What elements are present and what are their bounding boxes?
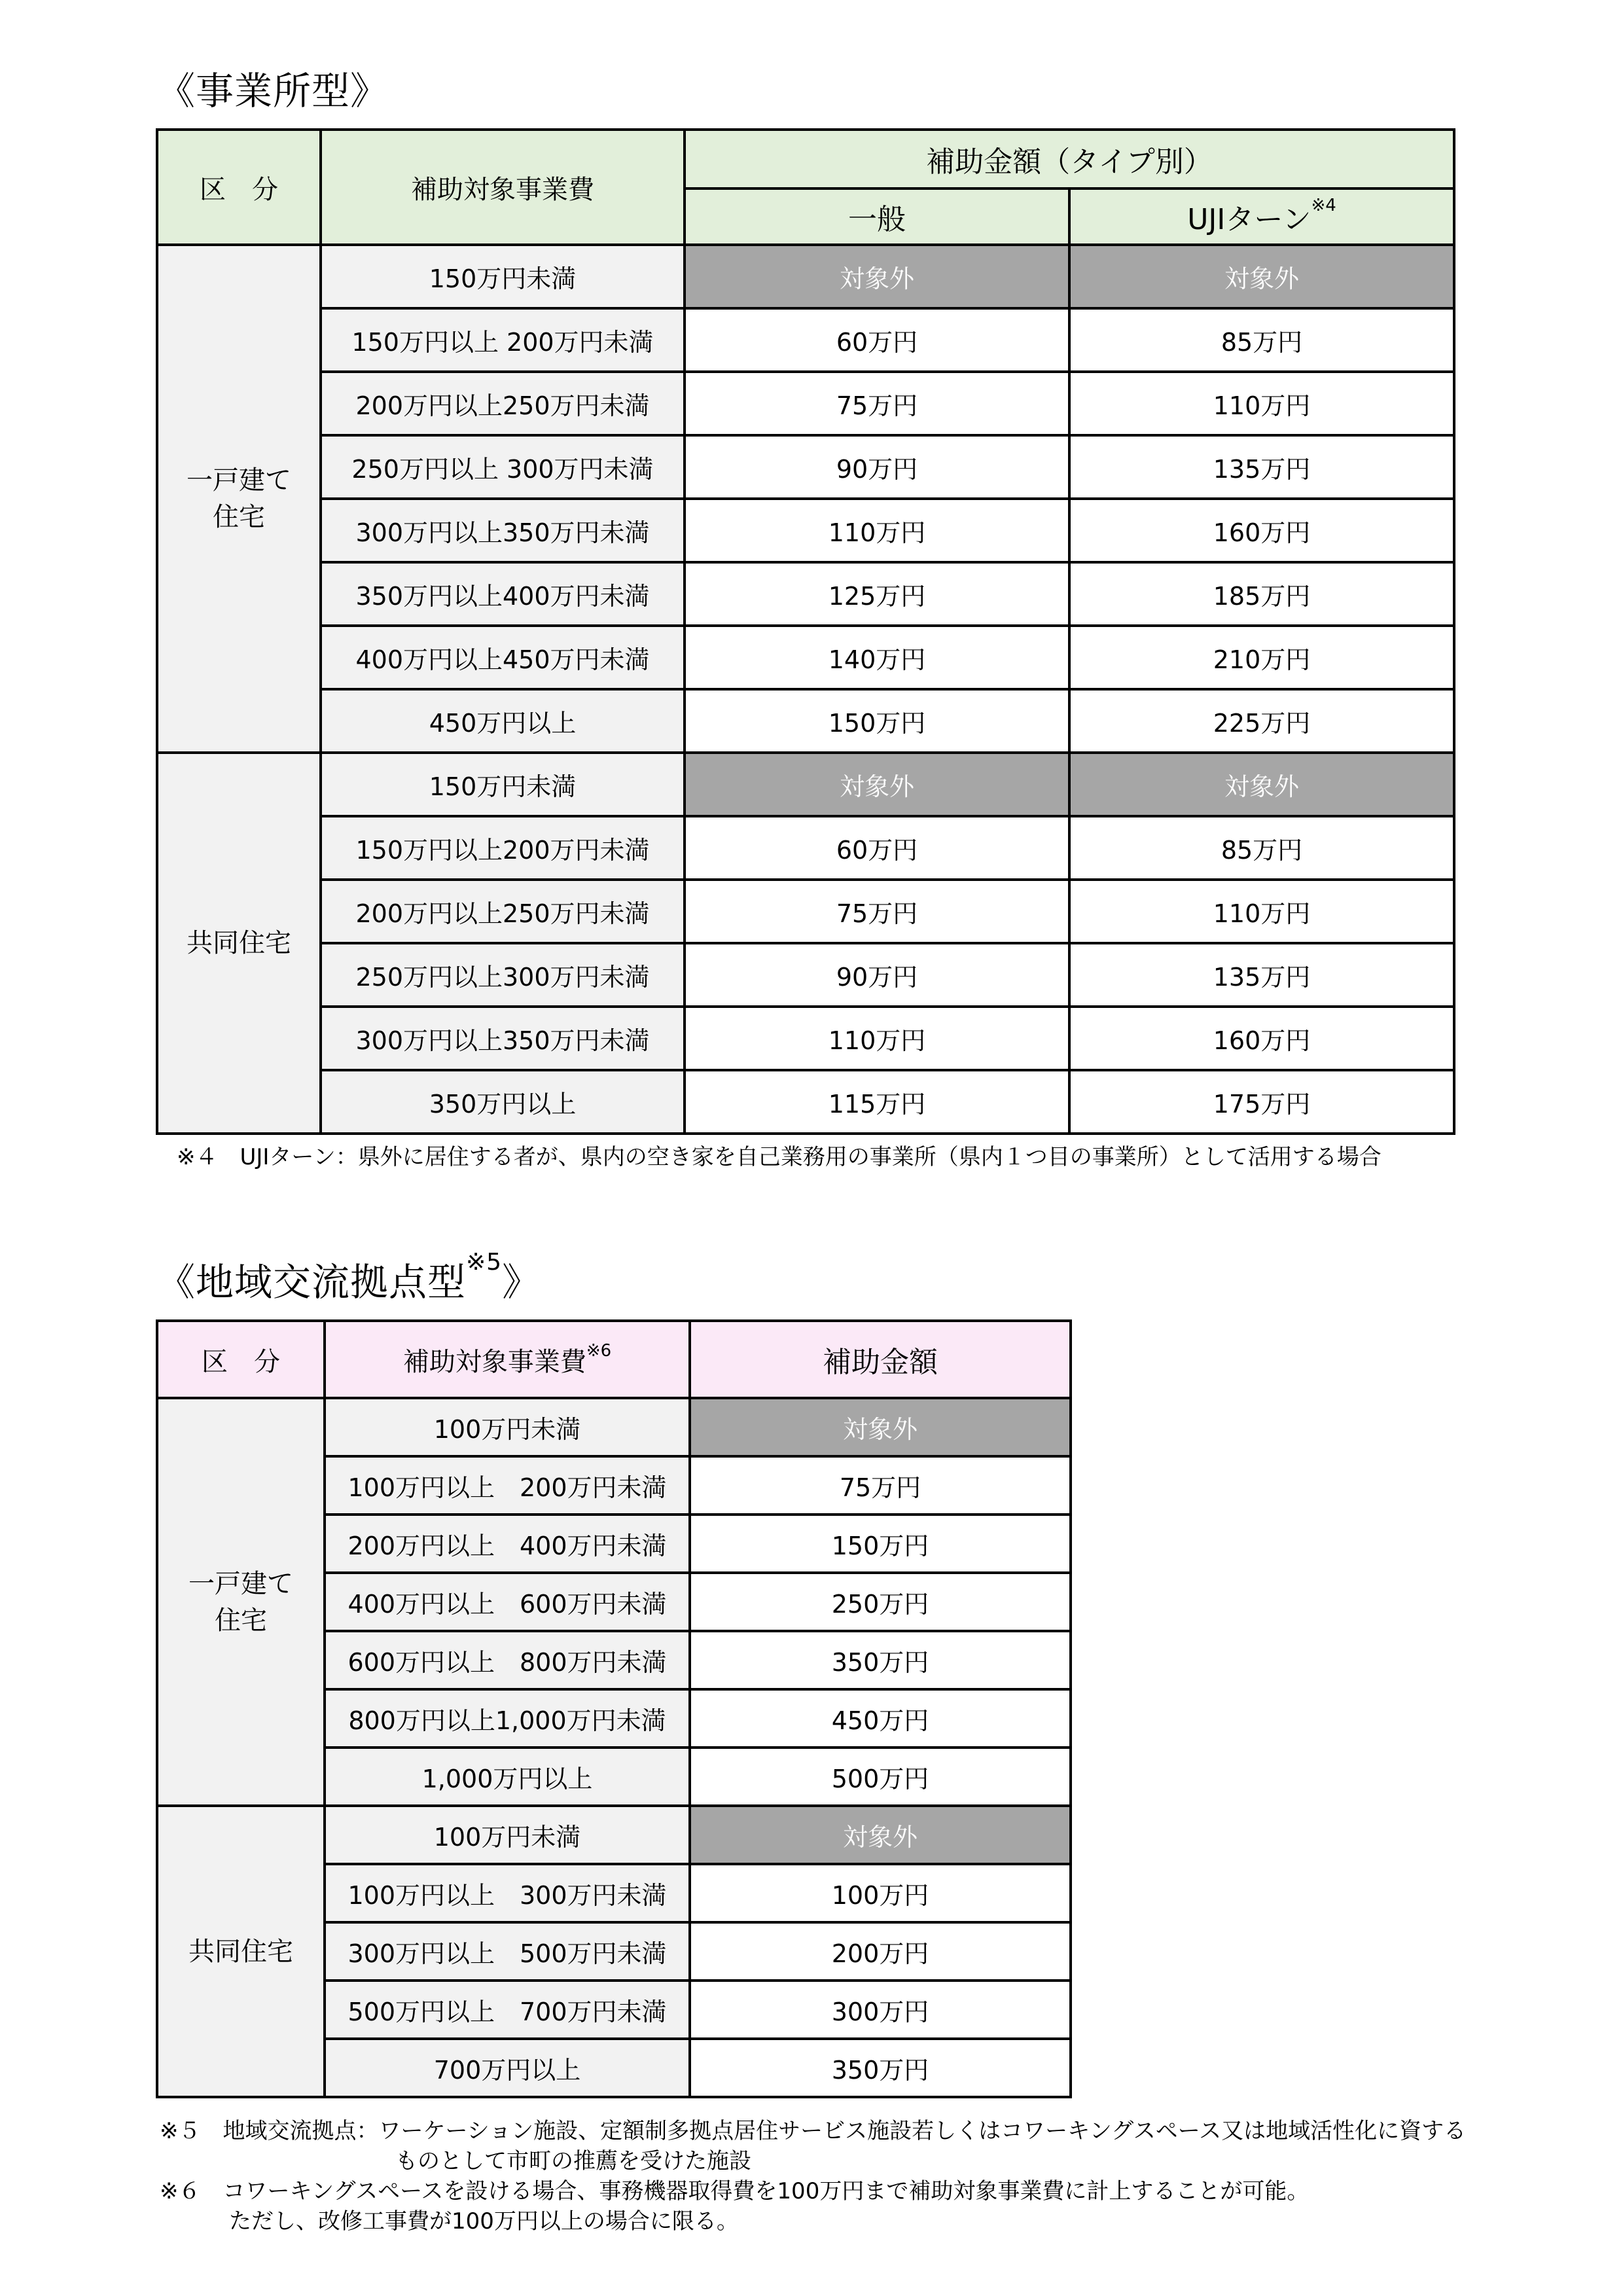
- table-row: [157, 943, 1454, 1007]
- section2-title: [157, 1251, 541, 1306]
- general-amount-cell: 125万円: [685, 562, 1069, 626]
- general-amount-cell: 90万円: [685, 435, 1069, 499]
- category-cell: 共同住宅: [157, 1806, 325, 2097]
- uji-amount-cell: 160万円: [1069, 1007, 1454, 1070]
- cost-range-cell: 350万円以上: [321, 1070, 685, 1134]
- table-row: [157, 689, 1454, 753]
- cost-range-cell: 100万円以上 200万円未満: [325, 1456, 690, 1515]
- cost-range-cell: 700万円以上: [325, 2039, 690, 2097]
- category-cell: 共同住宅: [157, 753, 321, 1134]
- table-row: [157, 372, 1454, 435]
- header-amount: 補助金額: [690, 1321, 1071, 1398]
- category-cell: 一戸建て 住宅: [157, 1398, 325, 1806]
- table-row: [157, 562, 1454, 626]
- general-amount-cell: 110万円: [685, 499, 1069, 562]
- header-uji-label: UJIターン: [1187, 203, 1311, 236]
- cost-range-cell: 400万円以上 600万円未満: [325, 1573, 690, 1631]
- amount-cell: 100万円: [690, 1864, 1071, 1922]
- amount-cell: 300万円: [690, 1981, 1071, 2039]
- general-amount-cell: 90万円: [685, 943, 1069, 1007]
- uji-amount-cell: 135万円: [1069, 435, 1454, 499]
- header-cost-label: 補助対象事業費: [402, 1346, 586, 1377]
- uji-amount-cell: 185万円: [1069, 562, 1454, 626]
- uji-amount-cell: 225万円: [1069, 689, 1454, 753]
- cost-range-cell: 400万円以上450万円未満: [321, 626, 685, 689]
- amount-cell: 250万円: [690, 1573, 1071, 1631]
- header-uji: [1069, 188, 1454, 245]
- cost-range-cell: 150万円以上 200万円未満: [321, 308, 685, 372]
- general-amount-cell: 対象外: [685, 753, 1069, 816]
- amount-cell: 350万円: [690, 1631, 1071, 1689]
- general-amount-cell: 150万円: [685, 689, 1069, 753]
- table-row: [157, 816, 1454, 880]
- cost-range-cell: 100万円以上 300万円未満: [325, 1864, 690, 1922]
- table-row: [157, 1398, 1071, 1456]
- amount-cell: 200万円: [690, 1922, 1071, 1981]
- cost-range-cell: 350万円以上400万円未満: [321, 562, 685, 626]
- cost-range-cell: 250万円以上300万円未満: [321, 943, 685, 1007]
- note-6-cont: ただし、改修工事費が100万円以上の場合に限る。: [229, 2208, 739, 2234]
- table-row: [157, 1070, 1454, 1134]
- amount-cell: 対象外: [690, 1398, 1071, 1456]
- general-amount-cell: 対象外: [685, 245, 1069, 308]
- header-cost: 補助対象事業費: [321, 130, 685, 245]
- note-5-cont: ものとして市町の推薦を受けた施設: [395, 2148, 751, 2174]
- section2-title-text: 《地域交流拠点型: [157, 1260, 467, 1304]
- amount-cell: 500万円: [690, 1748, 1071, 1806]
- cost-range-cell: 200万円以上250万円未満: [321, 880, 685, 943]
- table-row: [157, 1806, 1071, 1864]
- general-amount-cell: 110万円: [685, 1007, 1069, 1070]
- cost-range-cell: 500万円以上 700万円未満: [325, 1981, 690, 2039]
- amount-cell: 350万円: [690, 2039, 1071, 2097]
- table-row: [157, 626, 1454, 689]
- header-category: 区 分: [157, 1321, 325, 1398]
- category-cell: 一戸建て 住宅: [157, 245, 321, 753]
- table-row: [157, 1007, 1454, 1070]
- cost-range-cell: 150万円以上200万円未満: [321, 816, 685, 880]
- general-amount-cell: 75万円: [685, 372, 1069, 435]
- cost-range-cell: 200万円以上250万円未満: [321, 372, 685, 435]
- amount-cell: 450万円: [690, 1689, 1071, 1748]
- table-row: [157, 880, 1454, 943]
- uji-amount-cell: 160万円: [1069, 499, 1454, 562]
- amount-cell: 75万円: [690, 1456, 1071, 1515]
- cost-range-cell: 200万円以上 400万円未満: [325, 1515, 690, 1573]
- cost-range-cell: 100万円未満: [325, 1806, 690, 1864]
- note-4: ※４ UJIターン：県外に居住する者が、県内の空き家を自己業務用の事業所（県内１つ目の事業所）として活用する場合: [177, 1144, 1382, 1170]
- general-amount-cell: 140万円: [685, 626, 1069, 689]
- cost-range-cell: 450万円以上: [321, 689, 685, 753]
- chiiki-subsidy-table: [156, 1319, 1072, 2098]
- uji-amount-cell: 210万円: [1069, 626, 1454, 689]
- note-6: ※６ コワーキングスペースを設ける場合、事務機器取得費を100万円まで補助対象事業費に計上することが可能。: [160, 2178, 1310, 2204]
- table-row: [157, 499, 1454, 562]
- amount-cell: 150万円: [690, 1515, 1071, 1573]
- general-amount-cell: 75万円: [685, 880, 1069, 943]
- cost-range-cell: 150万円未満: [321, 245, 685, 308]
- section1-title: 《事業所型》: [157, 69, 389, 113]
- uji-amount-cell: 110万円: [1069, 372, 1454, 435]
- section2-title-mark: ※5: [466, 1249, 503, 1276]
- header-cost: [325, 1321, 690, 1398]
- note-5: ※５ 地域交流拠点：ワーケーション施設、定額制多拠点居住サービス施設若しくはコワーキングスペース又は地域活性化に資する: [160, 2118, 1467, 2144]
- table-row: [157, 753, 1454, 816]
- cost-range-cell: 300万円以上350万円未満: [321, 1007, 685, 1070]
- table-row: [157, 245, 1454, 308]
- general-amount-cell: 60万円: [685, 308, 1069, 372]
- amount-cell: 対象外: [690, 1806, 1071, 1864]
- uji-amount-cell: 110万円: [1069, 880, 1454, 943]
- cost-range-cell: 300万円以上350万円未満: [321, 499, 685, 562]
- table-row: [157, 308, 1454, 372]
- cost-range-cell: 250万円以上 300万円未満: [321, 435, 685, 499]
- uji-amount-cell: 85万円: [1069, 308, 1454, 372]
- cost-range-cell: 600万円以上 800万円未満: [325, 1631, 690, 1689]
- general-amount-cell: 115万円: [685, 1070, 1069, 1134]
- uji-amount-cell: 対象外: [1069, 245, 1454, 308]
- uji-amount-cell: 85万円: [1069, 816, 1454, 880]
- cost-range-cell: 100万円未満: [325, 1398, 690, 1456]
- cost-range-cell: 800万円以上1,000万円未満: [325, 1689, 690, 1748]
- section2-title-end: 》: [502, 1260, 541, 1304]
- header-uji-mark: ※4: [1311, 196, 1336, 215]
- header-cost-mark: ※6: [586, 1340, 612, 1361]
- jigyosho-subsidy-table: [156, 128, 1455, 1135]
- general-amount-cell: 60万円: [685, 816, 1069, 880]
- header-category: 区 分: [157, 130, 321, 245]
- uji-amount-cell: 135万円: [1069, 943, 1454, 1007]
- cost-range-cell: 150万円未満: [321, 753, 685, 816]
- cost-range-cell: 1,000万円以上: [325, 1748, 690, 1806]
- uji-amount-cell: 175万円: [1069, 1070, 1454, 1134]
- uji-amount-cell: 対象外: [1069, 753, 1454, 816]
- header-amount-by-type: 補助金額（タイプ別）: [685, 130, 1454, 188]
- cost-range-cell: 300万円以上 500万円未満: [325, 1922, 690, 1981]
- table-row: [157, 435, 1454, 499]
- header-general: 一般: [685, 188, 1069, 245]
